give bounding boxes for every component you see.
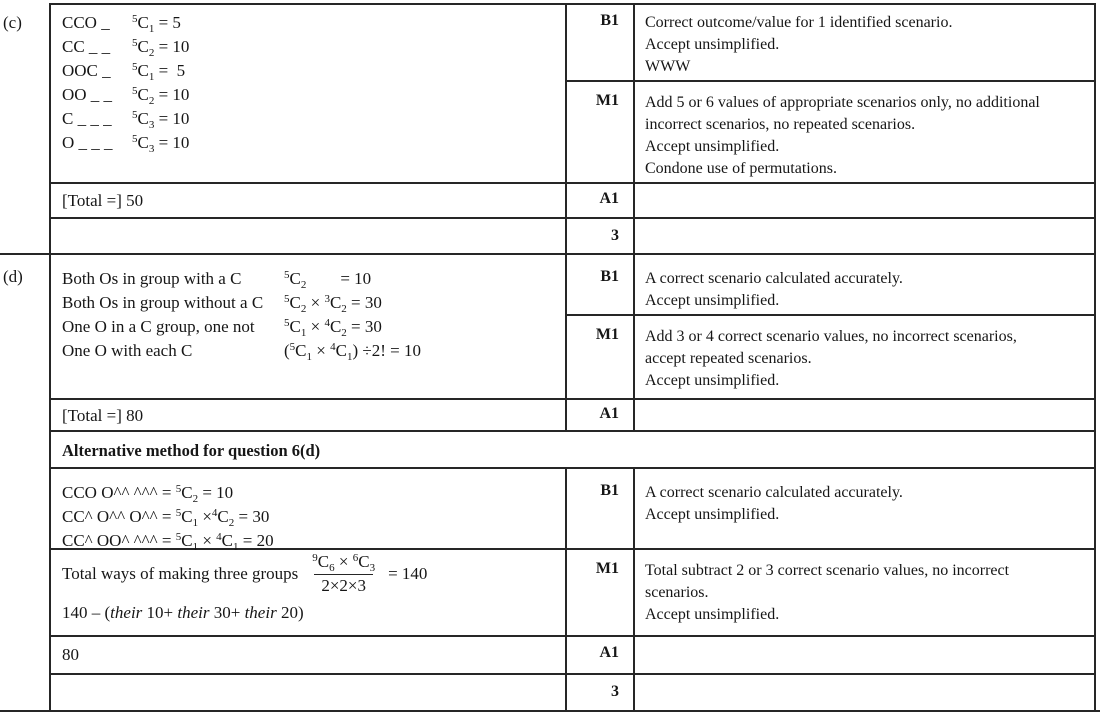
mark-code-m1: M1: [595, 560, 619, 577]
scenario-row: [62, 340, 421, 364]
scenario-row: [62, 292, 421, 316]
guidance-line: Condone use of permutations.: [645, 160, 837, 177]
scenario-row: [62, 60, 189, 84]
grid-line: [1094, 3, 1096, 710]
grid-line: [50, 635, 1096, 637]
scenario-description: One O with each C: [62, 341, 193, 360]
guidance-line: A correct scenario calculated accurately.: [645, 270, 903, 287]
fraction-numerator: $^9C_6 \times ^6C_3$: [312, 552, 376, 574]
scenario-row: [62, 36, 189, 60]
scenario-description: One O in a C group, one not: [62, 317, 255, 336]
mark-code-b1: B1: [600, 482, 619, 499]
scenario-formula: $^5C_2$ = 10: [284, 269, 372, 291]
grid-line: [50, 3, 1096, 5]
scenario-pattern: C _ _ _: [62, 109, 112, 128]
guidance-alt-b1: [645, 482, 1091, 526]
grid-line: [50, 398, 1096, 400]
mark-code-m1: M1: [595, 92, 619, 109]
alt-working: [62, 482, 274, 554]
scenario-row: [62, 268, 421, 292]
scenario-formula: $^5C_1 = 5$: [132, 61, 186, 83]
total-ways-expression: [62, 552, 427, 596]
guidance-line: Accept unsimplified.: [645, 606, 780, 623]
grid-line: [50, 673, 1096, 675]
scenario-formula: $^5C_2 \times ^3C_2 = 30$: [284, 293, 382, 315]
fraction: [308, 552, 379, 596]
mark-code-a1: A1: [599, 190, 619, 207]
answer-working-c: [62, 12, 189, 156]
guidance-c-m1: [645, 92, 1091, 180]
grid-line: [565, 314, 1096, 316]
guidance-line: Total subtract 2 or 3 correct scenario values, no incorrect: [645, 562, 1010, 579]
fraction-denominator: 2×2×3: [314, 574, 373, 596]
scenario-pattern: CC _ _: [62, 37, 111, 56]
scenario-formula: $^5C_2 = 10$: [132, 37, 190, 59]
final-answer: 80: [62, 645, 79, 664]
guidance-c-b1: [645, 12, 1091, 78]
guidance-line: Accept unsimplified.: [645, 138, 780, 155]
mark-code-b1: B1: [600, 12, 619, 29]
scenario-pattern: OOC _: [62, 61, 111, 80]
guidance-alt-m1: [645, 560, 1091, 626]
scenario-row: [62, 84, 189, 108]
total-ways-prefix: Total ways of making three groups: [62, 564, 299, 583]
total-row-c: [Total =] 50: [62, 191, 144, 210]
scenario-formula: $(^5C_1 \times ^4C_1) \div 2$! = 10: [284, 341, 421, 363]
grid-line: [0, 710, 1100, 712]
mark-code-a1: A1: [599, 644, 619, 661]
guidance-line: Add 5 or 6 values of appropriate scenarios only, no additional: [645, 94, 1040, 111]
scenario-formula: $^5C_1 = 5$: [132, 13, 181, 35]
guidance-line: scenarios.: [645, 584, 709, 601]
scenario-row: [62, 108, 189, 132]
guidance-line: A correct scenario calculated accurately.: [645, 484, 903, 501]
grid-line: [565, 80, 1096, 82]
scenario-formula: $^5C_3 = 10$: [132, 109, 190, 131]
guidance-line: Accept unsimplified.: [645, 292, 780, 309]
grid-line: [50, 467, 1096, 469]
guidance-line: incorrect scenarios, no repeated scenarios.: [645, 116, 916, 133]
mark-code-m1: M1: [595, 326, 619, 343]
scenario-row: CC^ OO^ ^^^ = $^5C_1 \times ^4C_1 = 20$: [62, 531, 274, 553]
scenario-row: CC^ O^^ O^^ = $^5C_1 \times^4C_2 = 30$: [62, 507, 270, 529]
grid-line: [50, 217, 1096, 219]
alternative-method-heading: Alternative method for question 6(d): [62, 441, 321, 460]
grid-line: [50, 182, 1096, 184]
total-row-d: [Total =] 80: [62, 406, 144, 425]
scenario-row: [62, 12, 189, 36]
marks-total-alt: 3: [611, 683, 619, 700]
guidance-line: Accept unsimplified.: [645, 506, 780, 523]
scenario-formula: $^5C_3 = 10$: [132, 133, 190, 155]
scenario-row: [62, 316, 421, 340]
scenario-pattern: OO _ _: [62, 85, 113, 104]
subtraction-line: 140 – (their 10+ their 30+ their 20): [62, 603, 304, 622]
guidance-line: WWW: [645, 58, 691, 75]
question-part-label-d: (d): [3, 267, 23, 286]
scenario-formula: $^5C_2 = 10$: [132, 85, 190, 107]
scenario-row: [62, 132, 189, 156]
guidance-line: Accept unsimplified.: [645, 372, 780, 389]
guidance-d-m1: [645, 326, 1091, 392]
guidance-line: Accept unsimplified.: [645, 36, 780, 53]
scenario-description: Both Os in group without a C: [62, 293, 264, 312]
marks-total-c: 3: [611, 227, 619, 244]
scenario-row: CCO O^^ ^^^ = $^5C_2 = 10$: [62, 483, 234, 505]
scenario-pattern: O _ _ _: [62, 133, 113, 152]
mark-code-b1: B1: [600, 268, 619, 285]
grid-line: [50, 430, 1096, 432]
mark-code-a1: A1: [599, 405, 619, 422]
guidance-line: accept repeated scenarios.: [645, 350, 812, 367]
guidance-line: Add 3 or 4 correct scenario values, no incorrect scenarios,: [645, 328, 1017, 345]
total-ways-result: = 140: [388, 564, 428, 583]
scenario-pattern: CCO _: [62, 13, 110, 32]
guidance-d-b1: [645, 268, 1091, 312]
scenario-formula: $^5C_1 \times ^4C_2 = 30$: [284, 317, 382, 339]
grid-line: [0, 253, 1096, 255]
scenario-description: Both Os in group with a C: [62, 269, 242, 288]
answer-working-d: [62, 268, 421, 364]
guidance-line: Correct outcome/value for 1 identified scenario.: [645, 14, 953, 31]
question-part-label-c: (c): [3, 13, 22, 32]
grid-line: [49, 3, 51, 710]
